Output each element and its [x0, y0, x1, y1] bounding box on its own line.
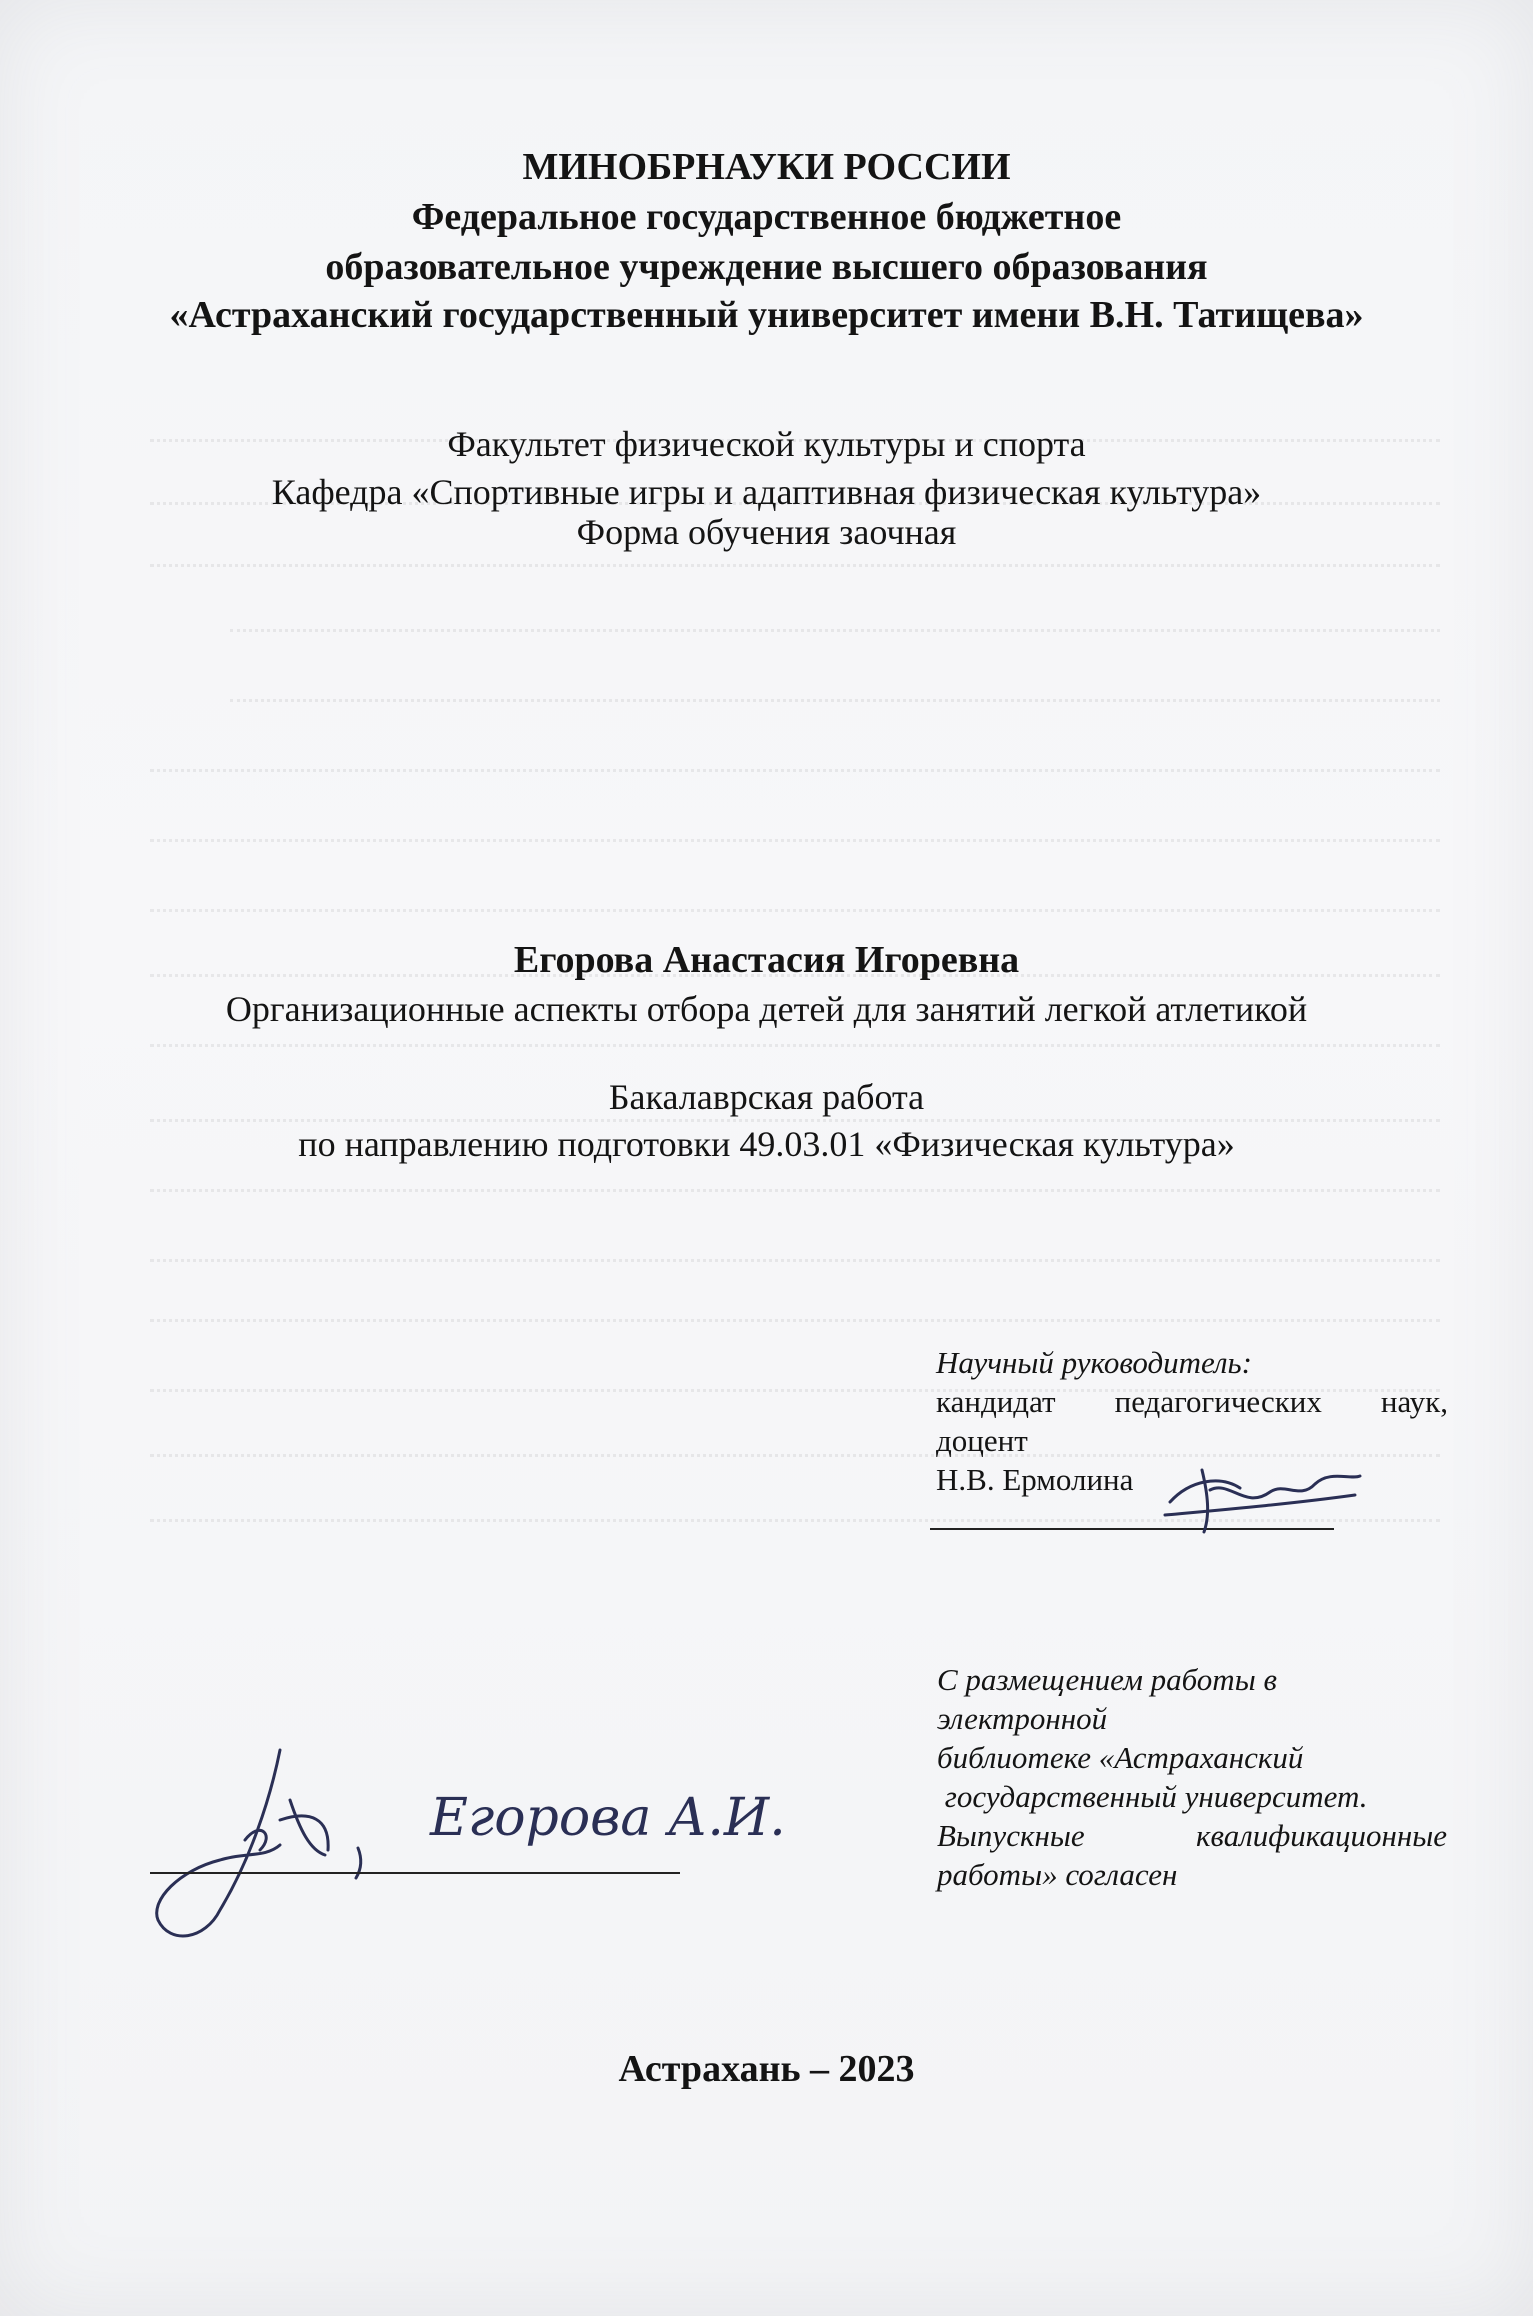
- institution-line-1: Федеральное государственное бюджетное: [411, 196, 1122, 238]
- student-signature: [150, 1740, 786, 1950]
- consent-line-1: С размещением работы в электронной: [937, 1662, 1277, 1736]
- faculty-name: Факультет физической культуры и спорта: [447, 424, 1086, 464]
- work-type: Бакалаврская работа: [608, 1077, 925, 1117]
- ministry-name: МИНОБРНАУКИ РОССИИ: [522, 146, 1011, 188]
- consent-line-4: Выпускные квалификационные: [937, 1818, 1447, 1853]
- work-title: Организационные аспекты отбора детей для занятий легкой атлетикой: [225, 989, 1308, 1029]
- supervisor-degree: кандидат педагогических наук,: [936, 1384, 1448, 1419]
- student-signature-line: [150, 1872, 680, 1874]
- city-year: Астрахань – 2023: [618, 2048, 915, 2090]
- library-consent: [937, 1660, 1447, 1894]
- student-handwritten-name: Егорова А.И.: [430, 1788, 786, 1848]
- supervisor-name: Н.В. Ермолина: [936, 1462, 1134, 1497]
- institution-line-3: «Астраханский государственный университет имени В.Н. Татищева»: [169, 294, 1364, 336]
- institution-line-2: образовательное учреждение высшего образования: [325, 246, 1208, 288]
- study-direction: по направлению подготовки 49.03.01 «Физическая культура»: [298, 1124, 1235, 1164]
- consent-line-3: государственный университет.: [937, 1779, 1368, 1814]
- author-name: Егорова Анастасия Игоревна: [513, 939, 1020, 981]
- supervisor-signature: [1150, 1440, 1370, 1540]
- supervisor-position: доцент: [936, 1423, 1028, 1458]
- consent-line-2: библиотеке «Астраханский: [937, 1740, 1304, 1775]
- consent-line-5: работы» согласен: [937, 1857, 1178, 1892]
- study-form: Форма обучения заочная: [576, 512, 957, 552]
- supervisor-label: Научный руководитель:: [936, 1345, 1252, 1380]
- chair-name: Кафедра «Спортивные игры и адаптивная физическая культура»: [271, 472, 1262, 512]
